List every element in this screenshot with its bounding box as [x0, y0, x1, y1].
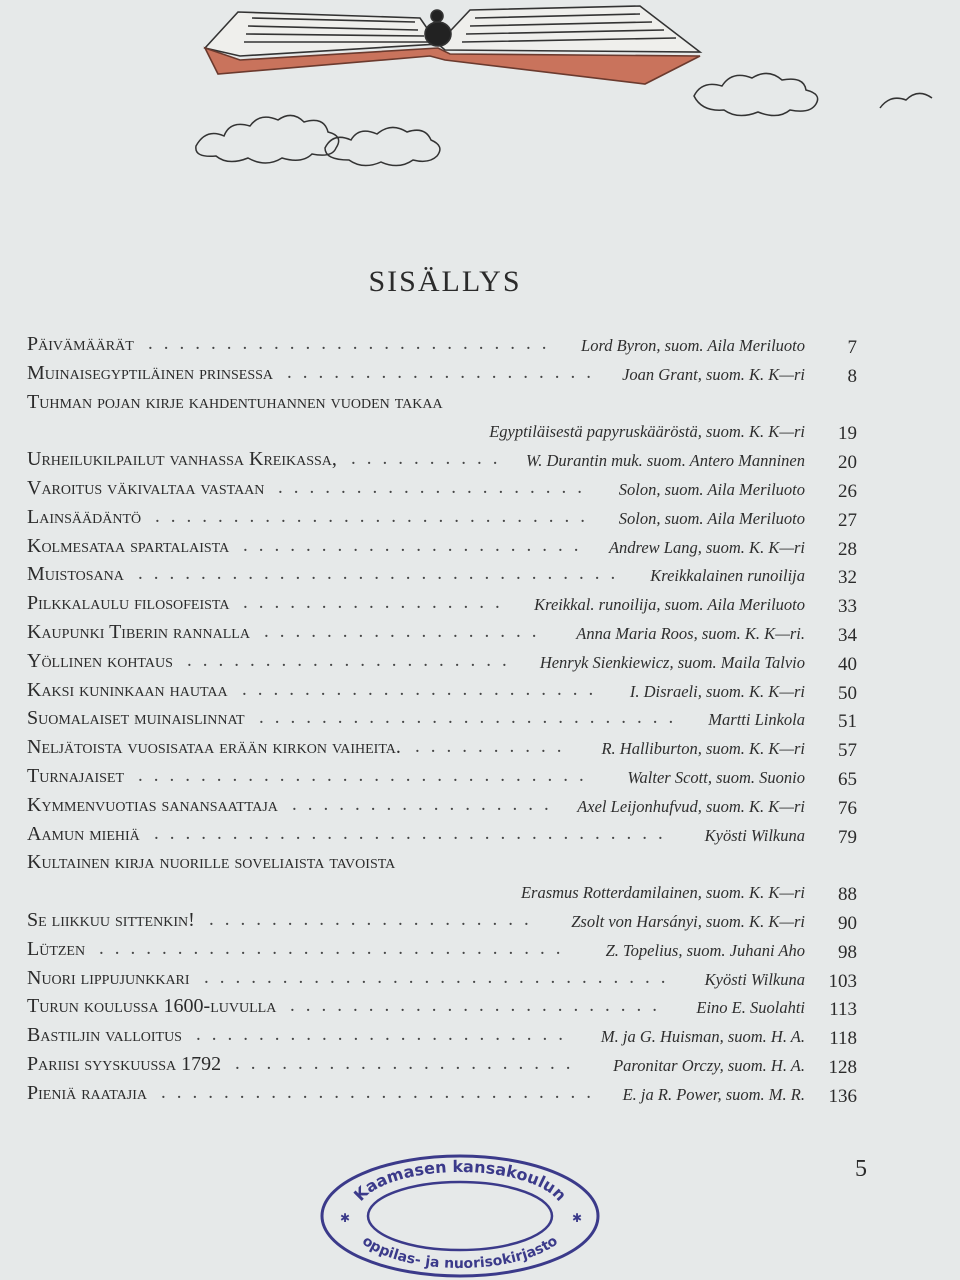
toc-entry-title: Turun koulussa 1600-luvulla	[27, 995, 277, 1018]
toc-entry-page: 33	[838, 596, 857, 618]
toc-entry-title: Muistosana	[27, 563, 124, 586]
toc-entry-title: Kaupunki Tiberin rannalla	[27, 620, 250, 643]
toc-entry	[27, 592, 867, 621]
toc-entry	[27, 1053, 867, 1082]
toc-entry-title: Päivämäärät	[27, 333, 134, 355]
leader-dots: .......................	[242, 678, 605, 700]
toc-entry-page: 26	[838, 480, 857, 502]
toc-entry	[27, 909, 867, 938]
toc-entry-author: R. Halliburton, suom. K. K—ri	[601, 739, 805, 759]
leader-dots: ......................	[243, 534, 590, 556]
toc-entry-title: Neljätoista vuosisataa erään kirkon vaiheita.	[27, 736, 401, 759]
library-stamp	[318, 1150, 602, 1280]
leader-dots: ........................	[290, 995, 668, 1017]
toc-entry	[27, 391, 867, 420]
toc-entry-title: Bastiljin valloitus	[27, 1024, 182, 1047]
toc-entry-author: Paronitar Orczy, suom. H. A.	[613, 1055, 805, 1075]
toc-entry-title: Nuori lippujunkkari	[27, 966, 190, 989]
toc-entry-title: Varoitus väkivaltaa vastaan	[27, 476, 265, 499]
stamp-bottom-text: oppilas- ja nuorisokirjasto	[359, 1233, 561, 1273]
toc-entry-author: I. Disraeli, suom. K. K—ri	[629, 681, 805, 701]
toc-entry-title: Pilkkalaulu filosofeista	[27, 592, 230, 615]
toc-entry-page: 50	[838, 682, 857, 704]
toc-entry-page: 27	[838, 509, 857, 531]
toc-entry	[27, 880, 867, 909]
toc-entry-page: 76	[838, 797, 857, 819]
toc-entry-page: 51	[838, 711, 857, 733]
toc-entry-author: Solon, suom. Aila Meriluoto	[618, 479, 805, 499]
table-of-contents	[27, 333, 867, 1111]
toc-entry-title: Kaksi kuninkaan hautaa	[27, 678, 228, 701]
toc-entry	[27, 967, 867, 996]
toc-entry	[27, 1024, 867, 1053]
toc-entry	[27, 333, 867, 362]
toc-entry-page: 113	[829, 999, 857, 1021]
toc-entry-author: E. ja R. Power, suom. M. R.	[622, 1084, 805, 1104]
toc-entry-author: Anna Maria Roos, suom. K. K—ri.	[576, 623, 805, 643]
leader-dots: ...............................	[138, 563, 627, 585]
toc-entry-author: Solon, suom. Aila Meriluoto	[618, 508, 805, 528]
stamp-star-icon: ✱	[572, 1211, 583, 1225]
toc-entry-page: 103	[828, 970, 857, 992]
leader-dots: ..........................	[148, 333, 558, 354]
leader-dots: ....................	[278, 476, 593, 498]
toc-entry-title: Kymmenvuotias sanansaattaja	[27, 793, 278, 816]
toc-entry-author: M. ja G. Huisman, suom. H. A.	[600, 1027, 805, 1047]
toc-entry-title: Urheilukilpailut vanhassa Kreikassa,	[27, 448, 337, 471]
toc-entry	[27, 823, 867, 852]
toc-entry-title: Tuhman pojan kirje kahdentuhannen vuoden takaa	[27, 390, 443, 413]
toc-entry-author: Erasmus Rotterdamilainen, suom. K. K—ri	[520, 883, 805, 903]
toc-entry-page: 128	[828, 1056, 857, 1078]
toc-entry-page: 136	[828, 1085, 857, 1107]
toc-entry	[27, 938, 867, 967]
leader-dots: ............................	[155, 505, 596, 527]
toc-entry	[27, 563, 867, 592]
toc-entry-title: Muinaisegyptiläinen prinsessa	[27, 361, 274, 384]
leader-dots: .....................	[209, 908, 540, 930]
cloud-middle-icon	[325, 127, 440, 165]
toc-entry-title: Kolmesataa spartalaista	[27, 534, 230, 557]
toc-entry-author: Walter Scott, suom. Suonio	[627, 767, 805, 787]
toc-entry-page: 118	[829, 1028, 857, 1050]
toc-entry-author: Martti Linkola	[708, 710, 805, 730]
toc-entry-author: Kreikkalainen runoilija	[650, 566, 805, 586]
toc-entry	[27, 995, 867, 1024]
toc-entry-page: 57	[838, 740, 857, 762]
toc-entry-page: 20	[838, 452, 857, 474]
toc-entry	[27, 419, 867, 448]
toc-entry-page: 65	[838, 768, 857, 790]
toc-entry	[27, 362, 867, 391]
leader-dots: .....................	[187, 649, 518, 671]
toc-entry-page: 79	[838, 826, 857, 848]
toc-entry-title: Pieniä raatajia	[27, 1081, 147, 1104]
leader-dots: .................	[292, 793, 560, 815]
stamp-top-text: Kaamasen kansakoulun	[349, 1156, 571, 1205]
toc-entry-page: 90	[838, 912, 857, 934]
stamp-star-icon: ✱	[340, 1211, 351, 1225]
leader-dots: ..........	[415, 736, 573, 758]
toc-entry-author: W. Durantin muk. suom. Antero Manninen	[526, 451, 805, 471]
leader-dots: ........................	[196, 1024, 574, 1046]
toc-entry-page: 40	[838, 653, 857, 675]
toc-entry-page: 34	[838, 624, 857, 646]
toc-entry	[27, 535, 867, 564]
toc-entry-title: Suomalaiset muinaislinnat	[27, 707, 245, 730]
toc-entry-author: Henryk Sienkiewicz, suom. Maila Talvio	[539, 652, 805, 672]
toc-entry-author: Kyösti Wilkuna	[704, 825, 805, 845]
leader-dots: ............................	[161, 1081, 602, 1103]
toc-entry-author: Kreikkal. runoilija, suom. Aila Meriluoto	[534, 595, 805, 615]
toc-entry	[27, 448, 867, 477]
leader-dots: .................	[243, 592, 511, 614]
page-number: 5	[855, 1156, 867, 1182]
toc-entry-page: 19	[838, 423, 857, 445]
toc-entry-author: Eino E. Suolahti	[696, 998, 805, 1018]
toc-entry	[27, 650, 867, 679]
cloud-right-icon	[694, 73, 932, 115]
toc-entry-title: Se liikkuu sittenkin!	[27, 908, 195, 931]
toc-entry-title: Lützen	[27, 937, 86, 960]
toc-entry-author: Egyptiläisestä papyruskääröstä, suom. K. K—ri	[489, 422, 805, 442]
leader-dots: ..............................	[204, 966, 677, 988]
toc-entry	[27, 679, 867, 708]
toc-entry-title: Turnajaiset	[27, 764, 124, 787]
toc-entry-page: 8	[847, 365, 857, 387]
leader-dots: ......................	[235, 1052, 582, 1074]
toc-entry-page: 88	[838, 884, 857, 906]
toc-entry	[27, 794, 867, 823]
toc-entry	[27, 1082, 867, 1111]
leader-dots: .................................	[154, 822, 674, 844]
toc-entry-title: Kultainen kirja nuorille soveliaista tavoista	[27, 851, 396, 874]
toc-entry-author: Zsolt von Harsányi, suom. K. K—ri	[571, 911, 805, 931]
toc-entry-author: Kyösti Wilkuna	[704, 969, 805, 989]
leader-dots: ..............................	[99, 937, 572, 959]
leader-dots: ..........	[351, 448, 509, 470]
toc-entry-page: 28	[838, 538, 857, 560]
toc-entry-title: Lainsäädäntö	[27, 505, 142, 528]
toc-entry	[27, 506, 867, 535]
cloud-left-icon	[196, 115, 339, 163]
toc-entry-author: Andrew Lang, suom. K. K—ri	[608, 537, 805, 557]
toc-entry-author: Joan Grant, suom. K. K—ri	[622, 364, 805, 384]
toc-entry-title: Yöllinen kohtaus	[27, 649, 173, 672]
leader-dots: .............................	[138, 764, 595, 786]
page-title: SISÄLLYS	[368, 265, 522, 298]
toc-entry-author: Axel Leijonhufvud, suom. K. K—ri	[577, 796, 805, 816]
leader-dots: ...........................	[259, 707, 685, 729]
toc-entry	[27, 765, 867, 794]
toc-entry	[27, 736, 867, 765]
toc-entry-title: Aamun miehiä	[27, 822, 140, 845]
book-illustration	[0, 0, 960, 170]
toc-entry-author: Lord Byron, suom. Aila Meriluoto	[581, 336, 805, 355]
open-book-icon	[205, 6, 700, 84]
toc-entry	[27, 477, 867, 506]
toc-entry-page: 32	[838, 567, 857, 589]
toc-entry-title: Pariisi syyskuussa 1792	[27, 1052, 222, 1075]
toc-entry	[27, 707, 867, 736]
toc-entry-page: 7	[847, 337, 857, 358]
toc-entry-page: 98	[838, 941, 857, 963]
leader-dots: ..................	[264, 620, 548, 642]
toc-entry	[27, 621, 867, 650]
toc-entry-author: Z. Topelius, suom. Juhani Aho	[605, 940, 805, 960]
toc-entry	[27, 851, 867, 880]
leader-dots: ....................	[287, 361, 602, 383]
